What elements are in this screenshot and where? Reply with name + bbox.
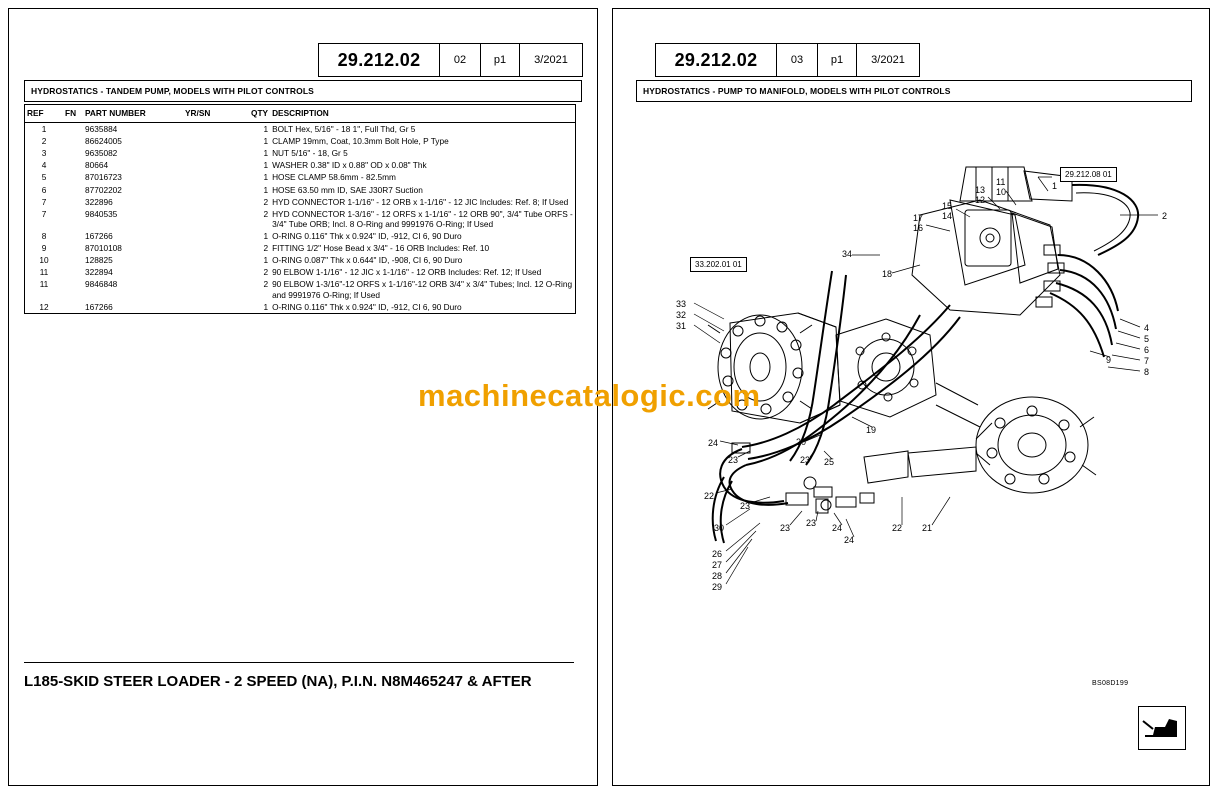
cell-part-number: 9635082 (85, 148, 118, 159)
cell-description: HYD CONNECTOR 1-1/16" - 12 ORB x 1-1/16" - 12 JIC Includes: Ref. 8; If Used (272, 196, 569, 207)
cell-qty: 2 (263, 267, 269, 278)
cell-part-number: 167266 (85, 230, 113, 241)
cell-ref: 4 (41, 160, 47, 171)
cell-qty: 1 (263, 184, 269, 195)
callout-number: 6 (1144, 345, 1150, 355)
callout-number: 15 (942, 201, 953, 211)
cell-fn (63, 266, 83, 278)
table-row[interactable] (25, 208, 575, 230)
cell-fn (63, 135, 83, 147)
cell-fn (63, 301, 83, 313)
cell-yrsn (183, 123, 249, 136)
table-row[interactable] (25, 135, 575, 147)
cell-yrsn (183, 301, 249, 313)
cell-yrsn (183, 208, 249, 230)
callout-number: 13 (975, 185, 986, 195)
cell-ref: 7 (41, 196, 47, 207)
cell-yrsn (183, 147, 249, 159)
callout-number: 28 (712, 571, 723, 581)
cell-yrsn (183, 254, 249, 266)
cell-ref: 11 (39, 279, 49, 290)
callout-number: 26 (712, 549, 723, 559)
table-row[interactable] (25, 123, 575, 136)
parts-table (24, 104, 576, 314)
orientation-icon (1138, 706, 1186, 750)
watermark-text: machinecatalogic.com (418, 378, 761, 413)
cell-part-number: 9846848 (85, 279, 118, 290)
cell-part-number: 87010108 (85, 243, 122, 254)
cell-description: CLAMP 19mm, Coat, 10.3mm Bolt Hole, P Type (272, 136, 449, 147)
callout-number: 24 (844, 535, 855, 545)
cell-description: HOSE CLAMP 58.6mm - 82.5mm (272, 172, 396, 183)
callout-number: 17 (913, 213, 924, 223)
cell-fn (63, 123, 83, 136)
cell-part-number: 322894 (85, 267, 113, 278)
cell-description: O-RING 0.116" Thk x 0.924" ID, -912, CI 6, 90 Duro (272, 301, 462, 312)
column-header-yrsn: YR/SN (183, 105, 249, 123)
callout-number: 34 (842, 249, 853, 259)
cell-yrsn (183, 278, 249, 300)
cell-ref: 11 (39, 267, 49, 278)
cell-yrsn (183, 230, 249, 242)
table-row[interactable] (25, 196, 575, 208)
cell-part-number: 80664 (85, 160, 109, 171)
callout-number: 12 (975, 195, 986, 205)
cell-fn (63, 254, 83, 266)
callout-number: 16 (913, 223, 924, 233)
cell-fn (63, 196, 83, 208)
column-header-qty: QTY (249, 105, 270, 123)
cell-qty: 1 (263, 255, 269, 266)
cell-fn (63, 208, 83, 230)
right-page-number: p1 (818, 44, 857, 76)
callout-number: 29 (712, 582, 723, 592)
left-revision-date: 3/2021 (534, 54, 568, 66)
cell-fn (63, 159, 83, 171)
table-row[interactable] (25, 159, 575, 171)
callout-number: 24 (708, 438, 719, 448)
callout-number: 22 (704, 491, 715, 501)
cell-ref: 12 (39, 301, 49, 312)
table-row[interactable] (25, 230, 575, 242)
right-section-code: 29.212.02 (656, 44, 777, 76)
cell-qty: 1 (263, 172, 269, 183)
left-sheet-number: 02 (440, 44, 481, 76)
callout-number: 32 (676, 310, 687, 320)
cell-ref: 7 (41, 208, 47, 219)
ref-box-33-202-01[interactable]: 33.202.01 01 (690, 257, 747, 272)
cell-yrsn (183, 196, 249, 208)
cell-qty: 1 (263, 124, 269, 134)
callout-number: 23 (800, 455, 811, 465)
cell-ref: 5 (41, 172, 47, 183)
ref-box-29-212-08[interactable]: 29.212.08 01 (1060, 167, 1117, 182)
table-row[interactable] (25, 147, 575, 159)
callout-number: 33 (676, 299, 687, 309)
cell-part-number: 167266 (85, 301, 113, 312)
table-row[interactable] (25, 278, 575, 300)
table-row[interactable] (25, 242, 575, 254)
callout-number: 22 (892, 523, 903, 533)
cell-description: FITTING 1/2" Hose Bead x 3/4" - 16 ORB Includes: Ref. 10 (272, 243, 490, 254)
cell-description: BOLT Hex, 5/16" - 18 1", Full Thd, Gr 5 (272, 124, 416, 134)
cell-ref: 10 (39, 255, 49, 266)
cell-description: HYD CONNECTOR 1-3/16" - 12 ORFS x 1-1/16" - 12 ORB 90", 3/4" Tube ORFS - 3/4" Tube ORB; Incl. 8 O-Ring and 9991976 O-Ring; If Used (272, 208, 573, 229)
right-sheet-number: 03 (777, 44, 818, 76)
cell-qty: 1 (263, 230, 269, 241)
callout-number: 14 (942, 211, 953, 221)
cell-part-number: 87016723 (85, 172, 122, 183)
callout-number: 23 (728, 455, 739, 465)
callout-number: 10 (996, 187, 1007, 197)
cell-part-number: 9635884 (85, 124, 118, 134)
cell-fn (63, 147, 83, 159)
right-section-subtitle: HYDROSTATICS - PUMP TO MANIFOLD, MODELS WITH PILOT CONTROLS (636, 80, 1192, 102)
drawing-svg (620, 105, 1200, 725)
cell-fn (63, 242, 83, 254)
cell-description: 90 ELBOW 1-1/16" - 12 JIC x 1-1/16" - 12 ORB Includes: Ref. 12; If Used (272, 267, 542, 278)
loader-silhouette-icon (1139, 707, 1183, 747)
exploded-assembly-drawing (620, 105, 1200, 725)
table-row[interactable] (25, 171, 575, 183)
callout-number: 4 (1144, 323, 1150, 333)
cell-yrsn (183, 159, 249, 171)
model-title: L185-SKID STEER LOADER - 2 SPEED (NA), P.I.N. N8M465247 & AFTER (24, 662, 574, 692)
cell-part-number: 9840535 (85, 208, 118, 219)
callout-number: 24 (832, 523, 843, 533)
cell-ref: 1 (41, 124, 47, 134)
callout-number: 25 (824, 457, 835, 467)
cell-description: 90 ELBOW 1-3/16"-12 ORFS x 1-1/16"-12 ORB 3/4" x 3/4" Tubes; Incl. 12 O-Ring and 9991976 O-Ring; If Used (272, 279, 573, 300)
callout-number: 11 (996, 177, 1006, 187)
cell-yrsn (183, 184, 249, 196)
table-row[interactable] (25, 301, 575, 313)
cell-qty: 2 (263, 208, 269, 219)
cell-fn (63, 184, 83, 196)
callout-number: 23 (740, 501, 751, 511)
right-page-header (655, 43, 920, 77)
cell-fn (63, 278, 83, 300)
callout-number: 30 (714, 523, 725, 533)
cell-yrsn (183, 135, 249, 147)
cell-qty: 2 (263, 243, 269, 254)
cell-yrsn (183, 242, 249, 254)
cell-part-number: 128825 (85, 255, 113, 266)
callout-number: 19 (866, 425, 877, 435)
cell-description: WASHER 0.38" ID x 0.88" OD x 0.08" Thk (272, 160, 427, 171)
right-revision-date: 3/2021 (871, 54, 905, 66)
cell-ref: 8 (41, 230, 47, 241)
callout-number: 1 (1052, 181, 1058, 191)
callout-number: 31 (676, 321, 687, 331)
cell-fn (63, 230, 83, 242)
cell-description: HOSE 63.50 mm ID, SAE J30R7 Suction (272, 184, 423, 195)
cell-qty: 1 (263, 160, 269, 171)
cell-fn (63, 171, 83, 183)
callout-number: 5 (1144, 334, 1150, 344)
cell-ref: 3 (41, 148, 47, 159)
callout-number: 27 (712, 560, 723, 570)
cell-ref: 2 (41, 136, 47, 147)
cell-yrsn (183, 171, 249, 183)
parts-table-header-row (25, 105, 575, 123)
callout-number: 8 (1144, 367, 1150, 377)
column-header-part-number: PART NUMBER (83, 105, 183, 123)
column-header-description: DESCRIPTION (270, 105, 575, 123)
cell-part-number: 322896 (85, 196, 113, 207)
left-section-subtitle: HYDROSTATICS - TANDEM PUMP, MODELS WITH PILOT CONTROLS (24, 80, 582, 102)
cell-description: NUT 5/16" - 18, Gr 5 (272, 148, 348, 159)
cell-qty: 1 (263, 136, 269, 147)
left-page-header (318, 43, 583, 77)
callout-number: 2 (1162, 211, 1168, 221)
column-header-fn: FN (63, 105, 83, 123)
callout-number: 9 (1106, 355, 1112, 365)
cell-qty: 1 (263, 148, 269, 159)
drawing-code: BS08D199 (1092, 680, 1129, 687)
cell-ref: 9 (41, 243, 47, 254)
callout-number: 7 (1144, 356, 1150, 366)
cell-qty: 1 (263, 301, 269, 312)
cell-qty: 2 (263, 196, 269, 207)
callout-number: 23 (780, 523, 791, 533)
cell-yrsn (183, 266, 249, 278)
cell-description: O-RING 0.087" Thk x 0.644" ID, -908, CI 6, 90 Duro (272, 255, 463, 266)
table-row[interactable] (25, 184, 575, 196)
cell-ref: 6 (41, 184, 47, 195)
callout-number: 18 (882, 269, 893, 279)
cell-part-number: 86624005 (85, 136, 122, 147)
cell-part-number: 87702202 (85, 184, 122, 195)
callout-number: 23 (806, 518, 817, 528)
callout-number: 21 (922, 523, 933, 533)
left-section-code: 29.212.02 (319, 44, 440, 76)
table-row[interactable] (25, 254, 575, 266)
column-header-ref: REF (25, 105, 63, 123)
left-page-number: p1 (481, 44, 520, 76)
table-row[interactable] (25, 266, 575, 278)
callout-number: 20 (796, 437, 807, 447)
cell-qty: 2 (263, 279, 269, 290)
cell-description: O-RING 0.116" Thk x 0.924" ID, -912, CI 6, 90 Duro (272, 230, 462, 241)
